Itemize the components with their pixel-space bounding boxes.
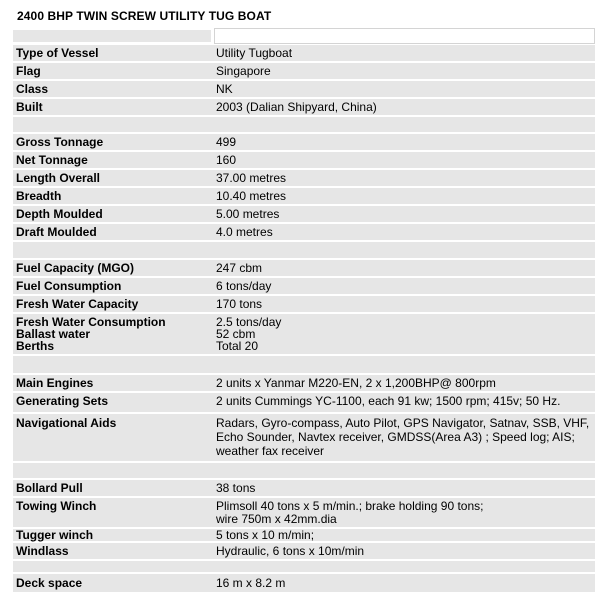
spec-value: wire 750m x 42mm.dia — [216, 512, 337, 526]
spec-row-generating-sets — [13, 392, 595, 413]
spec-row-flag — [13, 62, 595, 80]
spec-label: Built — [16, 100, 43, 114]
spec-value: 37.00 metres — [216, 171, 287, 185]
spec-value: 2 units x Yanmar M220-EN, 2 x 1,200BHP@ 800rpm — [216, 376, 496, 390]
spec-row-depth — [13, 205, 595, 223]
spec-label: Breadth — [16, 189, 62, 203]
spec-label: Deck space — [16, 576, 83, 590]
spec-row-gross-tonnage — [13, 133, 595, 151]
spec-row-type — [13, 44, 595, 62]
spec-row-bollard-pull — [13, 479, 595, 497]
spec-label: Berths — [16, 339, 55, 353]
spec-label: Generating Sets — [16, 394, 109, 408]
spec-value: 10.40 metres — [216, 189, 287, 203]
spacer-row — [13, 116, 595, 133]
spec-label: Fresh Water Consumption — [16, 315, 166, 329]
spec-label: Ballast water — [16, 327, 91, 341]
spec-label: Flag — [16, 64, 41, 78]
spec-label: Fuel Capacity (MGO) — [16, 261, 135, 275]
spec-value: 52 cbm — [216, 327, 256, 341]
spec-value: 247 cbm — [216, 261, 263, 275]
spec-label: Bollard Pull — [16, 481, 83, 495]
spec-label: Net Tonnage — [16, 153, 88, 167]
spec-label: Type of Vessel — [16, 46, 99, 60]
spec-row-class — [13, 80, 595, 98]
spec-label: Fuel Consumption — [16, 279, 122, 293]
spacer-row — [13, 28, 595, 44]
spec-value: 160 — [216, 153, 237, 167]
spec-label: Length Overall — [16, 171, 101, 185]
spec-row-main-engines — [13, 374, 595, 392]
spec-value: 16 m x 8.2 m — [216, 576, 286, 590]
spec-label: Draft Moulded — [16, 225, 97, 239]
spec-row-fresh-water-consumption — [13, 313, 595, 355]
spacer-row — [13, 560, 595, 573]
document-title: 2400 BHP TWIN SCREW UTILITY TUG BOAT — [17, 9, 272, 23]
spec-value: 2003 (Dalian Shipyard, China) — [216, 100, 377, 114]
spec-row-length — [13, 169, 595, 187]
spec-row-built — [13, 98, 595, 116]
spec-row-fuel-capacity — [13, 259, 595, 277]
spec-label: Depth Moulded — [16, 207, 103, 221]
spec-value: Utility Tugboat — [216, 46, 293, 60]
spec-label: Towing Winch — [16, 499, 97, 513]
spec-row-fuel-consumption — [13, 277, 595, 295]
spec-value: 170 tons — [216, 297, 263, 311]
spec-row-fresh-water-capacity — [13, 295, 595, 313]
spacer-row — [13, 241, 595, 259]
spec-row-tugger-winch — [13, 528, 595, 542]
spec-row-net-tonnage — [13, 151, 595, 169]
spec-row-breadth — [13, 187, 595, 205]
spec-value: 499 — [216, 135, 237, 149]
spec-row-towing-winch — [13, 497, 595, 528]
spec-value: 2 units Cummings YC-1100, each 91 kw; 1500 rpm; 415v; 50 Hz. — [216, 394, 561, 408]
spec-value: 5 tons x 10 m/min; — [216, 528, 315, 542]
spec-value: Total 20 — [216, 339, 259, 353]
spec-row-windlass — [13, 542, 595, 560]
spec-label: Gross Tonnage — [16, 135, 104, 149]
spec-value: 4.0 metres — [216, 225, 273, 239]
spec-value: NK — [216, 82, 233, 96]
spec-label: Main Engines — [16, 376, 94, 390]
spacer-row — [13, 355, 595, 374]
spec-value: Radars, Gyro-compass, Auto Pilot, GPS Navigator, Satnav, SSB, VHF, Echo Sounder, Navtex receiver, GMDSS(Area A3) ; Speed log; AIS; weather fax receiver — [216, 416, 590, 458]
spec-row-draft — [13, 223, 595, 241]
spec-label: Tugger winch — [16, 528, 94, 542]
spec-value: 2.5 tons/day — [216, 315, 282, 329]
spec-value: Singapore — [216, 64, 271, 78]
spec-label: Navigational Aids — [16, 416, 117, 430]
spec-value: 6 tons/day — [216, 279, 272, 293]
spec-value: Plimsoll 40 tons x 5 m/min.; brake holding 90 tons; — [216, 499, 484, 513]
spec-value: 38 tons — [216, 481, 256, 495]
spec-value: 5.00 metres — [216, 207, 280, 221]
spec-row-navigational-aids — [13, 413, 595, 462]
spacer-row — [13, 462, 595, 479]
spec-value: Hydraulic, 6 tons x 10m/min — [216, 544, 365, 558]
spec-label: Fresh Water Capacity — [16, 297, 139, 311]
spec-label: Windlass — [16, 544, 69, 558]
spec-row-deck-space — [13, 573, 595, 593]
spec-label: Class — [16, 82, 49, 96]
